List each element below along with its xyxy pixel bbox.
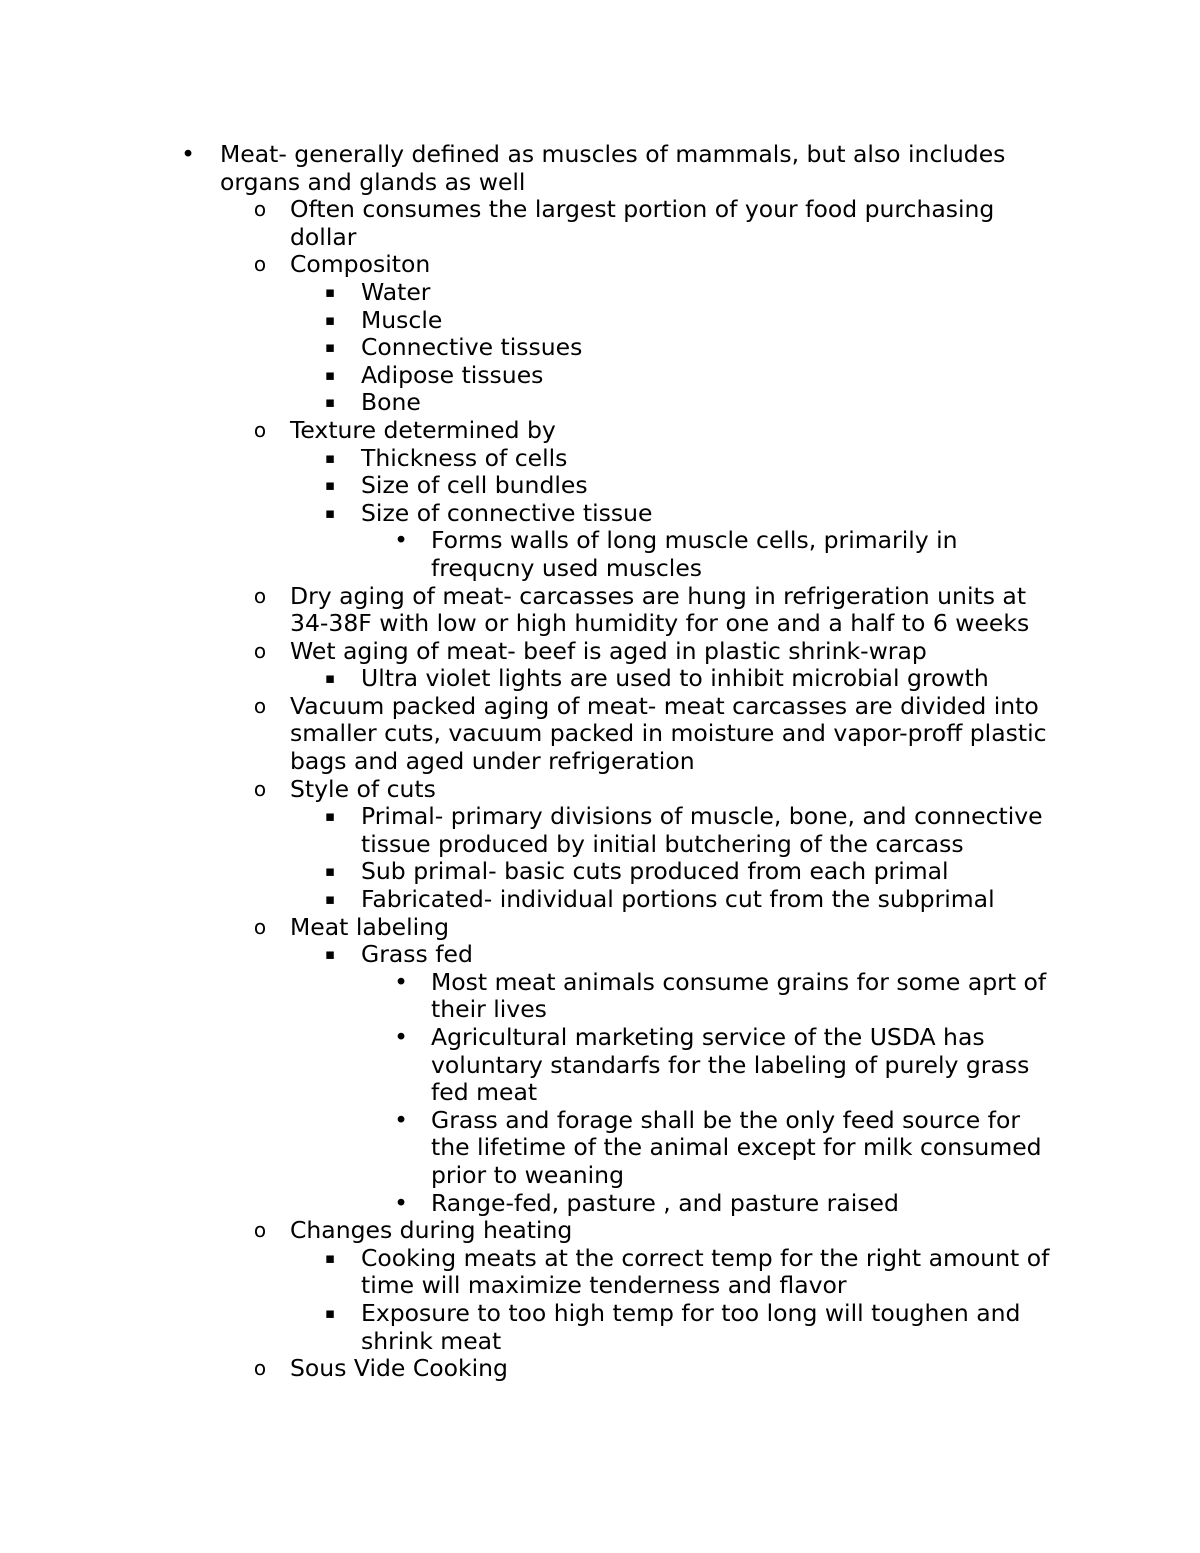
outline-item-ultra-violet xyxy=(0,665,1200,693)
outline-item-texture xyxy=(0,417,1200,445)
item-text: Vacuum packed aging of meat- meat carcasses are divided into xyxy=(290,691,1039,720)
bullet-icon: o xyxy=(253,638,267,663)
item-text: smaller cuts, vacuum packed in moisture and vapor-proff plastic xyxy=(290,719,1047,748)
outline-item-bone xyxy=(0,389,1200,417)
bullet-icon: o xyxy=(253,693,267,718)
item-text: Range-fed, pasture , and pasture raised xyxy=(431,1188,899,1217)
outline-item-usda xyxy=(0,1024,1200,1052)
outline-item-adipose-tissues xyxy=(0,362,1200,390)
item-text: time will maximize tenderness and flavor xyxy=(361,1271,847,1300)
outline-item-meat xyxy=(0,141,1200,169)
square-bullet-icon: ▪ xyxy=(324,807,336,826)
outline-item-muscle xyxy=(0,307,1200,335)
outline-item-fabricated xyxy=(0,886,1200,914)
outline-item-connective-size xyxy=(0,500,1200,528)
outline-item-thickness xyxy=(0,445,1200,473)
outline-item-primal xyxy=(0,803,1200,831)
bullet-icon: o xyxy=(253,1356,267,1381)
bullet-icon: o xyxy=(253,583,267,608)
item-text: their lives xyxy=(431,995,547,1024)
item-text: Meat- generally defined as muscles of mammals, but also includes xyxy=(220,140,1006,168)
item-text: frequcny used muscles xyxy=(431,553,703,582)
outline-item-correct-temp xyxy=(0,1245,1200,1273)
item-text: Thickness of cells xyxy=(361,443,568,472)
outline-item-wet-aging xyxy=(0,638,1200,666)
item-text: Grass and forage shall be the only feed source for xyxy=(431,1105,1020,1134)
outline-item-continuation xyxy=(0,224,1200,252)
outline-item-bundles xyxy=(0,472,1200,500)
bullet-icon: o xyxy=(253,1218,267,1243)
outline-item-continuation xyxy=(0,748,1200,776)
bullet-icon: o xyxy=(253,197,267,222)
outline-item-grains xyxy=(0,969,1200,997)
item-text: prior to weaning xyxy=(431,1160,624,1189)
item-text: organs and glands as well xyxy=(220,167,526,196)
outline-item-sub-primal xyxy=(0,858,1200,886)
outline-item-continuation xyxy=(0,555,1200,583)
item-text: Fabricated- individual portions cut from the subprimal xyxy=(361,885,995,914)
outline-item-sous-vide xyxy=(0,1355,1200,1383)
bullet-icon: • xyxy=(394,1023,408,1051)
item-text: Dry aging of meat- carcasses are hung in refrigeration units at xyxy=(290,581,1027,610)
item-text: Bone xyxy=(361,388,421,417)
item-text: voluntary standarfs for the labeling of purely grass xyxy=(431,1050,1030,1079)
item-text: Style of cuts xyxy=(290,774,436,803)
outline-item-continuation xyxy=(0,1052,1200,1080)
item-text: Wet aging of meat- beef is aged in plastic shrink-wrap xyxy=(290,636,927,665)
item-text: tissue produced by initial butchering of the carcass xyxy=(361,829,964,858)
document-page xyxy=(0,141,1200,1383)
outline-item-meat-labeling xyxy=(0,914,1200,942)
outline-item-too-high xyxy=(0,1300,1200,1328)
item-text: Meat labeling xyxy=(290,912,449,941)
item-text: Size of cell bundles xyxy=(361,471,588,500)
item-text: the lifetime of the animal except for milk consumed xyxy=(431,1133,1042,1162)
square-bullet-icon: ▪ xyxy=(324,365,336,384)
bullet-icon: • xyxy=(394,1188,408,1217)
item-text: dollar xyxy=(290,222,357,251)
outline-item-continuation xyxy=(0,1272,1200,1300)
outline-item-composition xyxy=(0,251,1200,279)
item-text: shrink meat xyxy=(361,1326,502,1355)
item-text: Size of connective tissue xyxy=(361,498,653,527)
item-text: fed meat xyxy=(431,1078,538,1107)
outline-item-vacuum-aging xyxy=(0,693,1200,721)
bullet-icon: • xyxy=(394,526,408,555)
outline-item-continuation xyxy=(0,720,1200,748)
outline-item-continuation xyxy=(0,610,1200,638)
square-bullet-icon: ▪ xyxy=(324,890,336,909)
item-text: Changes during heating xyxy=(290,1216,573,1245)
square-bullet-icon: ▪ xyxy=(324,862,336,881)
bullet-icon: o xyxy=(253,252,267,277)
square-bullet-icon: ▪ xyxy=(324,448,336,467)
square-bullet-icon: ▪ xyxy=(324,476,336,495)
item-text: Most meat animals consume grains for some aprt of xyxy=(431,967,1047,996)
item-text: Texture determined by xyxy=(290,415,556,444)
outline-item-style-of-cuts xyxy=(0,776,1200,804)
outline-item-continuation xyxy=(0,1134,1200,1162)
square-bullet-icon: ▪ xyxy=(324,282,336,301)
outline-item-range-fed xyxy=(0,1190,1200,1218)
outline-item-water xyxy=(0,279,1200,307)
outline-item-connective-tissues xyxy=(0,334,1200,362)
bullet-icon: o xyxy=(253,776,267,801)
outline-item-heating xyxy=(0,1217,1200,1245)
item-text: Cooking meats at the correct temp for the right amount of xyxy=(361,1243,1050,1272)
item-text: Adipose tissues xyxy=(361,360,544,389)
bullet-icon: • xyxy=(181,140,195,168)
outline-item-dry-aging xyxy=(0,583,1200,611)
outline-item-forms-walls xyxy=(0,527,1200,555)
outline-item-continuation xyxy=(0,1328,1200,1356)
square-bullet-icon: ▪ xyxy=(324,338,336,357)
outline-item-continuation xyxy=(0,1079,1200,1107)
bullet-icon: • xyxy=(394,967,408,996)
item-text: Compositon xyxy=(290,250,431,279)
item-text: bags and aged under refrigeration xyxy=(290,747,695,776)
square-bullet-icon: ▪ xyxy=(324,393,336,412)
bullet-icon: o xyxy=(253,417,267,442)
square-bullet-icon: ▪ xyxy=(324,1303,336,1322)
outline-item-continuation xyxy=(0,1162,1200,1190)
item-text: Agricultural marketing service of the USDA has xyxy=(431,1023,985,1051)
item-text: 34-38F with low or high humidity for one and a half to 6 weeks xyxy=(290,609,1030,638)
outline-item-continuation xyxy=(0,169,1200,197)
item-text: Water xyxy=(361,277,431,306)
outline-item-grass-fed xyxy=(0,941,1200,969)
item-text: Often consumes the largest portion of your food purchasing xyxy=(290,195,995,224)
item-text: Primal- primary divisions of muscle, bone, and connective xyxy=(361,802,1043,831)
item-text: Muscle xyxy=(361,305,443,334)
square-bullet-icon: ▪ xyxy=(324,945,336,964)
item-text: Forms walls of long muscle cells, primarily in xyxy=(431,526,958,555)
item-text: Sous Vide Cooking xyxy=(290,1354,508,1383)
outline-item-continuation xyxy=(0,831,1200,859)
item-text: Connective tissues xyxy=(361,333,583,362)
item-text: Exposure to too high temp for too long will toughen and xyxy=(361,1298,1021,1327)
square-bullet-icon: ▪ xyxy=(324,669,336,688)
square-bullet-icon: ▪ xyxy=(324,503,336,522)
item-text: Ultra violet lights are used to inhibit microbial growth xyxy=(361,664,989,693)
outline-item-continuation xyxy=(0,996,1200,1024)
outline-item-food-dollar xyxy=(0,196,1200,224)
bullet-icon: • xyxy=(394,1105,408,1134)
item-text: Sub primal- basic cuts produced from each primal xyxy=(361,857,949,886)
item-text: Grass fed xyxy=(361,940,473,969)
outline-item-forage xyxy=(0,1107,1200,1135)
bullet-icon: o xyxy=(253,914,267,939)
square-bullet-icon: ▪ xyxy=(324,310,336,329)
square-bullet-icon: ▪ xyxy=(324,1248,336,1267)
